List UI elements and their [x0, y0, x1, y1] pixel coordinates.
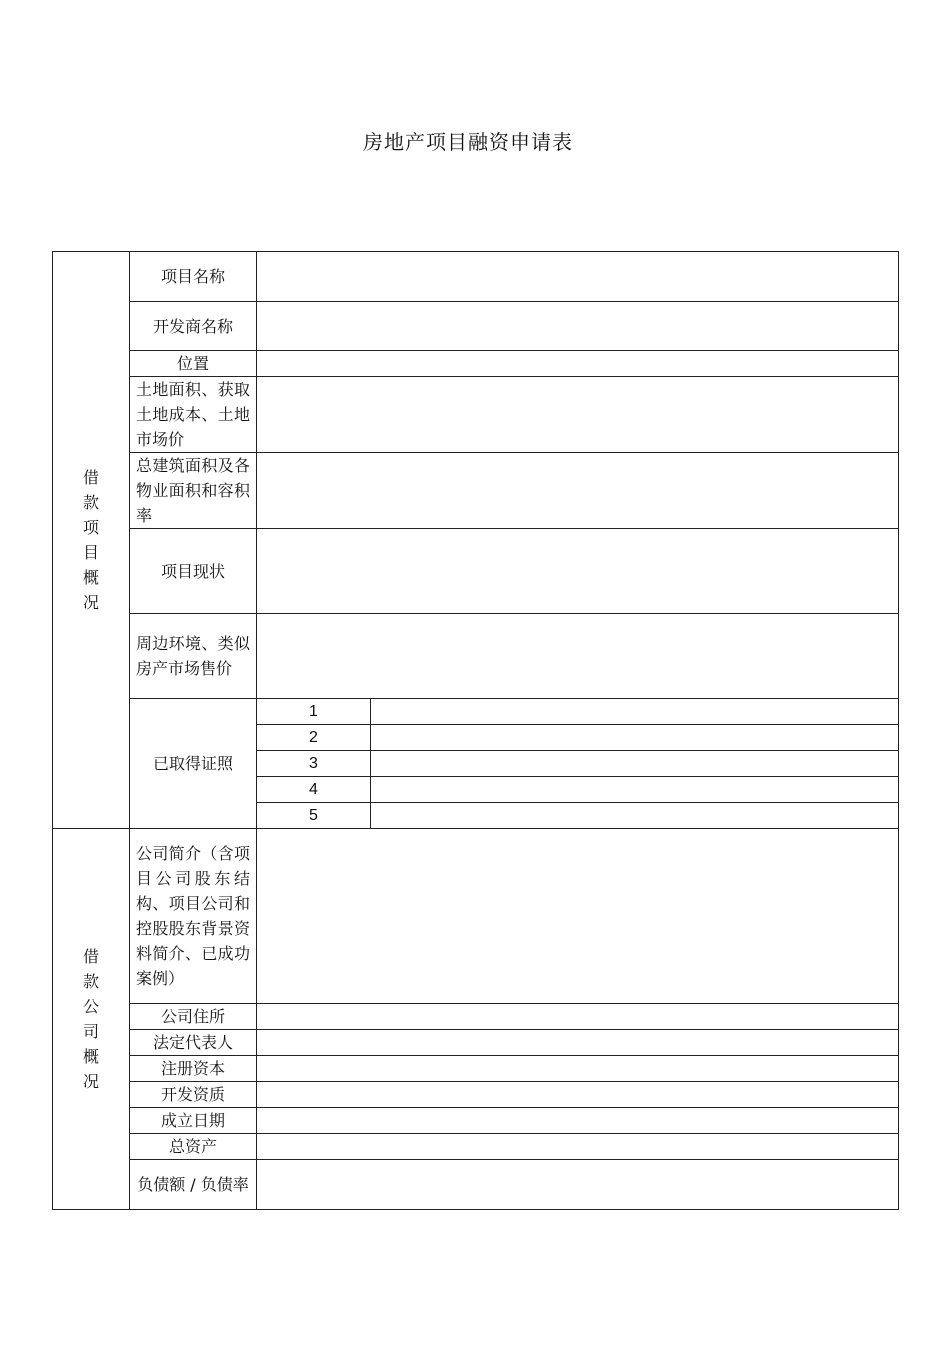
label-liabilities: 负债额 / 负债率: [130, 1160, 257, 1210]
row-registered-capital: [53, 1056, 899, 1082]
field-liabilities[interactable]: [257, 1160, 899, 1210]
label-total-assets: 总资产: [130, 1134, 257, 1160]
financing-application-table: [52, 251, 899, 1210]
row-project-status: [53, 529, 899, 614]
field-surroundings[interactable]: [257, 614, 899, 699]
row-location: [53, 351, 899, 377]
label-licenses: 已取得证照: [130, 699, 257, 829]
label-establishment-date: 成立日期: [130, 1108, 257, 1134]
field-license-2[interactable]: [371, 725, 899, 751]
section-company-overview-heading: 借款公司概况: [53, 829, 130, 1210]
license-number-5: 5: [257, 803, 371, 829]
document-title: 房地产项目融资申请表: [363, 130, 573, 154]
field-developer-name[interactable]: [257, 302, 899, 351]
row-legal-representative: [53, 1030, 899, 1056]
label-legal-representative: 法定代表人: [130, 1030, 257, 1056]
label-project-status: 项目现状: [130, 529, 257, 614]
row-surroundings: [53, 614, 899, 699]
field-location[interactable]: [257, 351, 899, 377]
row-license-1: [53, 699, 899, 725]
row-establishment-date: [53, 1108, 899, 1134]
field-establishment-date[interactable]: [257, 1108, 899, 1134]
row-company-address: [53, 1004, 899, 1030]
label-surroundings: 周边环境、类似房产市场售价: [130, 614, 257, 699]
field-project-status[interactable]: [257, 529, 899, 614]
label-company-address: 公司住所: [130, 1004, 257, 1030]
field-company-address[interactable]: [257, 1004, 899, 1030]
row-land-info: [53, 377, 899, 453]
field-legal-representative[interactable]: [257, 1030, 899, 1056]
license-number-2: 2: [257, 725, 371, 751]
license-number-4: 4: [257, 777, 371, 803]
field-development-qualification[interactable]: [257, 1082, 899, 1108]
field-license-3[interactable]: [371, 751, 899, 777]
license-number-1: 1: [257, 699, 371, 725]
row-company-profile: [53, 829, 899, 1004]
label-land-info: 土地面积、获取土地成本、土地市场价: [130, 377, 257, 453]
label-developer-name: 开发商名称: [130, 302, 257, 351]
row-project-name: [53, 252, 899, 302]
row-liabilities: [53, 1160, 899, 1210]
label-project-name: 项目名称: [130, 252, 257, 302]
row-total-assets: [53, 1134, 899, 1160]
section-project-overview-heading: 借款项目概况: [53, 252, 130, 829]
field-license-4[interactable]: [371, 777, 899, 803]
field-land-info[interactable]: [257, 377, 899, 453]
row-building-area: [53, 453, 899, 529]
label-building-area: 总建筑面积及各物业面积和容积率: [130, 453, 257, 529]
field-license-1[interactable]: [371, 699, 899, 725]
row-development-qualification: [53, 1082, 899, 1108]
field-company-profile[interactable]: [257, 829, 899, 1004]
field-total-assets[interactable]: [257, 1134, 899, 1160]
label-location: 位置: [130, 351, 257, 377]
label-registered-capital: 注册资本: [130, 1056, 257, 1082]
field-building-area[interactable]: [257, 453, 899, 529]
license-number-3: 3: [257, 751, 371, 777]
field-registered-capital[interactable]: [257, 1056, 899, 1082]
field-license-5[interactable]: [371, 803, 899, 829]
field-project-name[interactable]: [257, 252, 899, 302]
label-development-qualification: 开发资质: [130, 1082, 257, 1108]
row-developer-name: [53, 302, 899, 351]
label-company-profile: 公司简介（含项目公司股东结构、项目公司和控股股东背景资料简介、已成功案例）: [130, 829, 257, 1004]
